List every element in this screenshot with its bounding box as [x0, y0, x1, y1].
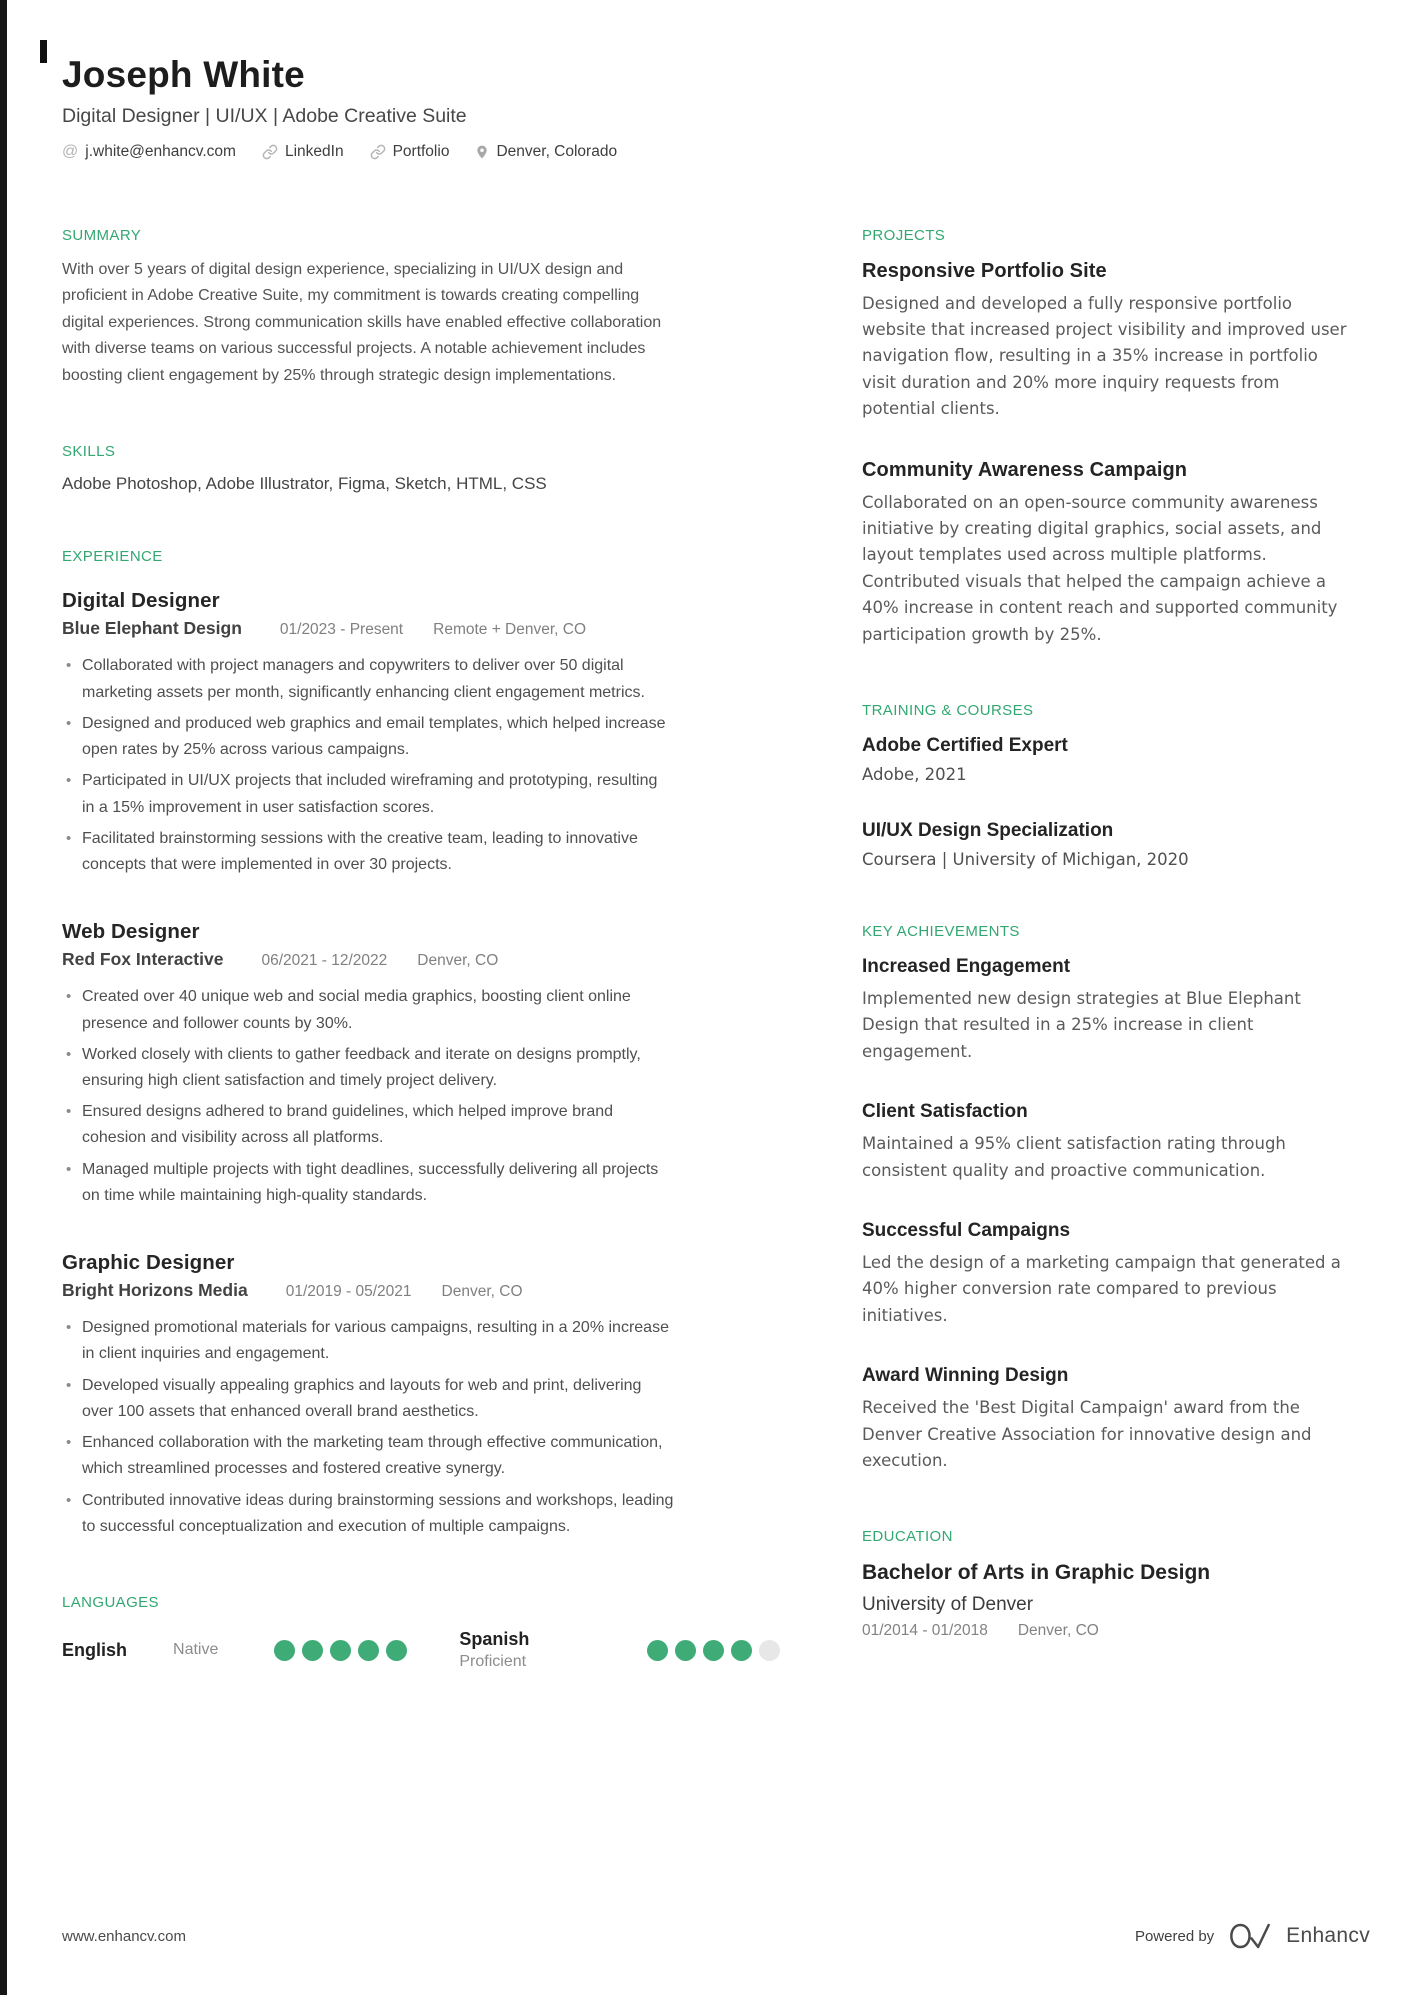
- project-entry: [862, 459, 1354, 648]
- project-title: Responsive Portfolio Site: [862, 259, 1107, 282]
- link-icon: [262, 144, 278, 160]
- cursor-caret: [40, 40, 47, 63]
- achievement-title: Increased Engagement: [862, 955, 1071, 977]
- rating-dot: [647, 1640, 668, 1661]
- section-education: [862, 1528, 1354, 1640]
- achievement-description: Maintained a 95% client satisfaction rating through consistent quality and proactive communication.: [862, 1134, 1286, 1180]
- language-entry: [62, 1640, 407, 1661]
- language-rating-dots: [647, 1640, 780, 1661]
- right-column: [862, 227, 1354, 1641]
- project-title: Community Awareness Campaign: [862, 458, 1188, 481]
- experience-bullet: • Ensured designs adhered to brand guidelines, which helped improve brand cohesion and visibility across all platforms.: [62, 1099, 674, 1151]
- section-languages: [62, 1594, 674, 1671]
- achievement-title: Client Satisfaction: [862, 1101, 1028, 1123]
- contact-portfolio[interactable]: [370, 143, 450, 161]
- job-company: Bright Horizons Media: [62, 1280, 248, 1301]
- job-bullets: [62, 984, 674, 1209]
- contact-location-text: Denver, Colorado: [496, 142, 618, 160]
- page-footer: [62, 1921, 1370, 1951]
- contact-row: [62, 143, 1370, 161]
- experience-bullet: • Created over 40 unique web and social media graphics, boosting client online presence and follower counts by 30%.: [62, 984, 674, 1036]
- experience-bullet: • Developed visually appealing graphics and layouts for web and print, delivering over 100 assets that enhanced overall brand aesthetics.: [62, 1373, 674, 1425]
- candidate-name: Joseph White: [62, 54, 305, 95]
- languages-row: [62, 1629, 674, 1671]
- rating-dot: [703, 1640, 724, 1661]
- job-bullets: [62, 653, 674, 878]
- rating-dot: [330, 1640, 351, 1661]
- education-location: Denver, CO: [1017, 1622, 1099, 1640]
- contact-linkedin-text: LinkedIn: [284, 142, 344, 160]
- experience-heading: EXPERIENCE: [62, 548, 163, 566]
- course-entry: [862, 735, 1354, 784]
- language-level: Proficient: [459, 1653, 527, 1671]
- course-title: Adobe Certified Expert: [862, 734, 1068, 756]
- resume-header: [62, 55, 1370, 161]
- job-bullets: [62, 1315, 674, 1540]
- job-title: Graphic Designer: [62, 1251, 235, 1275]
- achievement-entry: [862, 1101, 1354, 1184]
- job-company: Red Fox Interactive: [62, 949, 224, 970]
- education-heading: EDUCATION: [862, 1528, 953, 1546]
- experience-entry: [62, 920, 674, 1209]
- languages-heading: LANGUAGES: [62, 1594, 159, 1612]
- rating-dot: [759, 1640, 780, 1661]
- summary-text: With over 5 years of digital design experience, specializing in UI/UX design and proficient in Adobe Creative Suite, my commitment is towards creating compelling digital experiences. Strong communication skills have enabled effective collaboration with diverse teams on various successful projects. A notable achievement includes boosting client engagement by 25% through strategic design implementations.: [62, 260, 662, 384]
- skills-list: Adobe Photoshop, Adobe Illustrator, Figma, Sketch, HTML, CSS: [62, 474, 547, 494]
- link-icon: [370, 144, 386, 160]
- resume-page: [62, 55, 1370, 1671]
- job-location: Denver, CO: [441, 1283, 523, 1301]
- course-provider: Coursera | University of Michigan, 2020: [862, 849, 1189, 869]
- achievement-description: Implemented new design strategies at Blue Elephant Design that resulted in a 25% increase in client engagement.: [862, 988, 1301, 1061]
- language-name: English: [62, 1639, 128, 1660]
- course-title: UI/UX Design Specialization: [862, 819, 1114, 841]
- powered-by-enhancv[interactable]: [1135, 1921, 1370, 1951]
- rating-dot: [358, 1640, 379, 1661]
- education-degree: Bachelor of Arts in Graphic Design: [862, 1561, 1211, 1585]
- section-experience: [62, 548, 674, 1540]
- left-column: [62, 227, 674, 1671]
- experience-bullet: • Designed and produced web graphics and email templates, which helped increase open rates by 25% across various campaigns.: [62, 711, 674, 763]
- contact-location: [475, 143, 617, 161]
- course-entry: [862, 820, 1354, 869]
- experience-entry: [62, 589, 674, 878]
- education-school: University of Denver: [862, 1594, 1034, 1616]
- candidate-headline: Digital Designer | UI/UX | Adobe Creative Suite: [62, 104, 467, 127]
- contact-linkedin[interactable]: [262, 143, 344, 161]
- enhancv-wordmark: Enhancv: [1286, 1924, 1370, 1947]
- achievement-title: Successful Campaigns: [862, 1219, 1071, 1241]
- rating-dot: [731, 1640, 752, 1661]
- job-dates: 06/2021 - 12/2022: [261, 952, 388, 970]
- achievement-description: Received the 'Best Digital Campaign' award from the Denver Creative Association for innovative design and execution.: [862, 1398, 1312, 1470]
- education-entry: [862, 1561, 1354, 1640]
- resume-columns: [62, 227, 1370, 1671]
- job-location: Remote + Denver, CO: [433, 621, 587, 639]
- page-edge-strip: [0, 0, 7, 1995]
- project-description: Designed and developed a fully responsive portfolio website that increased project visibility and improved user navigation flow, resulting in a 35% increase in portfolio visit duration and 20% more inquiry requests from potential clients.: [862, 293, 1347, 419]
- course-provider: Adobe, 2021: [862, 764, 967, 784]
- experience-bullet: • Worked closely with clients to gather feedback and iterate on designs promptly, ensuring high client satisfaction and timely project delivery.: [62, 1042, 674, 1094]
- language-entry: [459, 1629, 780, 1671]
- contact-portfolio-text: Portfolio: [392, 142, 450, 160]
- location-pin-icon: [475, 144, 489, 160]
- rating-dot: [675, 1640, 696, 1661]
- education-meta: [862, 1622, 1354, 1640]
- job-title: Digital Designer: [62, 589, 220, 613]
- experience-bullet: • Facilitated brainstorming sessions with the creative team, leading to innovative concepts that were implemented in over 30 projects.: [62, 826, 674, 878]
- achievement-description: Led the design of a marketing campaign that generated a 40% higher conversion rate compared to previous initiatives.: [862, 1252, 1341, 1325]
- rating-dot: [274, 1640, 295, 1661]
- language-rating-dots: [274, 1640, 407, 1661]
- experience-bullet: • Managed multiple projects with tight deadlines, successfully delivering all projects on time while maintaining high-quality standards.: [62, 1157, 674, 1209]
- at-icon: @: [62, 142, 79, 160]
- job-location: Denver, CO: [417, 952, 499, 970]
- job-meta: [62, 949, 674, 970]
- achievement-entry: [862, 1365, 1354, 1474]
- experience-bullet: • Collaborated with project managers and copywriters to deliver over 50 digital marketing assets per month, significantly enhancing client engagement metrics.: [62, 653, 674, 705]
- skills-heading: SKILLS: [62, 443, 116, 461]
- section-projects: [862, 227, 1354, 648]
- job-company: Blue Elephant Design: [62, 618, 242, 639]
- achievements-heading: KEY ACHIEVEMENTS: [862, 922, 1020, 940]
- enhancv-logo-icon: [1228, 1921, 1272, 1951]
- job-dates: 01/2019 - 05/2021: [285, 1283, 412, 1301]
- project-description: Collaborated on an open-source community awareness initiative by creating digital graphics, social assets, and layout templates used across multiple platforms. Contributed visuals that helped the campaign achieve a 40% increase in content reach and supported community participation growth by 25%.: [862, 492, 1338, 644]
- experience-bullet: • Contributed innovative ideas during brainstorming sessions and workshops, leading to successful conceptualization and execution of multiple campaigns.: [62, 1488, 674, 1540]
- experience-bullet: • Designed promotional materials for various campaigns, resulting in a 20% increase in client inquiries and engagement.: [62, 1315, 674, 1367]
- summary-heading: SUMMARY: [62, 226, 142, 244]
- enhancv-site-url: www.enhancv.com: [62, 1927, 186, 1945]
- projects-heading: PROJECTS: [862, 226, 946, 244]
- job-meta: [62, 1280, 674, 1301]
- project-entry: [862, 260, 1354, 423]
- experience-bullet: • Participated in UI/UX projects that included wireframing and prototyping, resulting in a 15% improvement in user satisfaction scores.: [62, 768, 674, 820]
- language-name: Spanish: [459, 1629, 530, 1650]
- job-dates: 01/2023 - Present: [279, 621, 404, 639]
- section-skills: [62, 443, 674, 494]
- experience-bullet: • Enhanced collaboration with the marketing team through effective communication, which streamlined processes and fostered creative synergy.: [62, 1430, 674, 1482]
- section-achievements: [862, 923, 1354, 1474]
- rating-dot: [386, 1640, 407, 1661]
- experience-entry: [62, 1251, 674, 1540]
- achievement-title: Award Winning Design: [862, 1365, 1069, 1387]
- language-level: Native: [173, 1641, 219, 1659]
- section-training: [862, 702, 1354, 869]
- achievement-entry: [862, 1220, 1354, 1329]
- rating-dot: [302, 1640, 323, 1661]
- education-dates: 01/2014 - 01/2018: [862, 1622, 988, 1640]
- training-heading: TRAINING & COURSES: [862, 701, 1034, 719]
- section-summary: [62, 227, 674, 390]
- job-title: Web Designer: [62, 920, 200, 944]
- contact-email[interactable]: [62, 143, 236, 161]
- achievement-entry: [862, 956, 1354, 1065]
- powered-by-label: Powered by: [1134, 1927, 1215, 1945]
- job-meta: [62, 618, 674, 639]
- contact-email-text: j.white@enhancv.com: [85, 142, 236, 160]
